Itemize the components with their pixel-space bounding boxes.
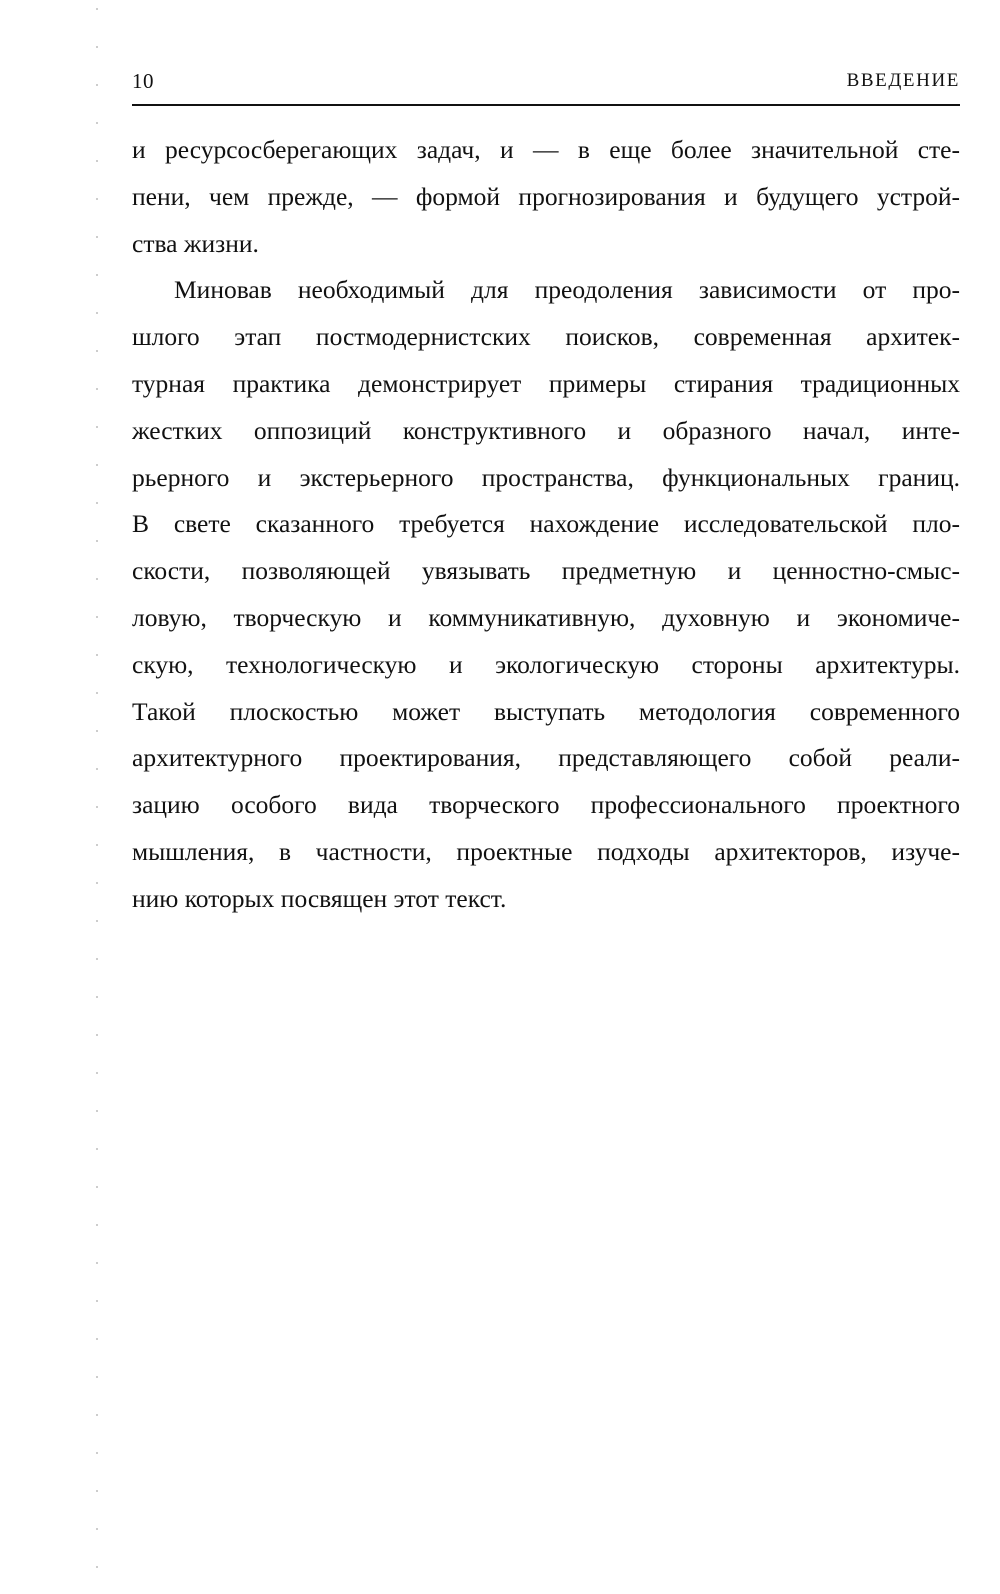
gutter-dot xyxy=(96,1338,98,1340)
header-rule xyxy=(132,104,960,106)
gutter-dot xyxy=(96,312,98,314)
gutter-dot xyxy=(96,350,98,352)
gutter-dot xyxy=(96,996,98,998)
gutter-dot xyxy=(96,1186,98,1188)
gutter-dot xyxy=(96,1110,98,1112)
text-line: архитектурного проектирования, представляющего собой реали- xyxy=(132,743,960,773)
running-header xyxy=(132,66,960,96)
gutter-dot xyxy=(96,1528,98,1530)
gutter-dot xyxy=(96,198,98,200)
text-line: ловую, творческую и коммуникативную, духовную и экономиче- xyxy=(132,602,960,632)
gutter-dot xyxy=(96,654,98,656)
text-line: пени, чем прежде, — формой прогнозирования и будущего устрой- xyxy=(132,181,960,211)
gutter-dot xyxy=(96,692,98,694)
gutter-dot xyxy=(96,1300,98,1302)
gutter-dot xyxy=(96,578,98,580)
text-line: ства жизни. xyxy=(132,228,259,258)
gutter-dot xyxy=(96,464,98,466)
gutter-dot xyxy=(96,274,98,276)
gutter-dot xyxy=(96,844,98,846)
gutter-dot xyxy=(96,160,98,162)
gutter-dot xyxy=(96,1452,98,1454)
gutter-dot xyxy=(96,1262,98,1264)
gutter-dot xyxy=(96,1224,98,1226)
text-line: скую, технологическую и экологическую стороны архитектуры. xyxy=(132,649,960,679)
gutter-dot xyxy=(96,540,98,542)
gutter-dot xyxy=(96,1034,98,1036)
gutter-dot xyxy=(96,46,98,48)
body-text xyxy=(132,127,960,923)
gutter-dot xyxy=(96,768,98,770)
text-line: мышления, в частности, проектные подходы архитекторов, изуче- xyxy=(132,836,960,866)
text-line: жестких оппозиций конструктивного и образного начал, инте- xyxy=(132,415,960,445)
gutter-dot xyxy=(96,1414,98,1416)
text-line: и ресурсосберегающих задач, и — в еще более значительной сте- xyxy=(132,135,960,164)
gutter-dot xyxy=(96,1376,98,1378)
text-line: В свете сказанного требуется нахождение исследовательской пло- xyxy=(132,509,960,539)
gutter-dot xyxy=(96,502,98,504)
text-line: Такой плоскостью может выступать методология современного xyxy=(132,696,960,726)
gutter-dot xyxy=(96,1072,98,1074)
text-line: нию которых посвящен этот текст. xyxy=(132,883,507,913)
gutter-dot xyxy=(96,84,98,86)
text-line: турная практика демонстрирует примеры стирания традиционных xyxy=(132,368,960,398)
gutter-dot xyxy=(96,1490,98,1492)
text-line: скости, позволяющей увязывать предметную и ценностно-смыс- xyxy=(132,556,960,586)
gutter-dot xyxy=(96,730,98,732)
page-number: 10 xyxy=(132,69,154,93)
scan-gutter-marks xyxy=(96,0,102,1594)
gutter-dot xyxy=(96,806,98,808)
text-line: зацию особого вида творческого профессионального проектного xyxy=(132,790,960,820)
gutter-dot xyxy=(96,8,98,10)
gutter-dot xyxy=(96,920,98,922)
gutter-dot xyxy=(96,236,98,238)
gutter-dot xyxy=(96,882,98,884)
text-line: рьерного и экстерьерного пространства, функциональных границ. xyxy=(132,462,960,492)
gutter-dot xyxy=(96,958,98,960)
gutter-dot xyxy=(96,1566,98,1568)
text-line: шлого этап постмодернистских поисков, современная архитек- xyxy=(132,322,960,352)
gutter-dot xyxy=(96,388,98,390)
gutter-dot xyxy=(96,426,98,428)
gutter-dot xyxy=(96,122,98,124)
text-line: Миновав необходимый для преодоления зависимости от про- xyxy=(174,275,960,305)
gutter-dot xyxy=(96,616,98,618)
section-title: ВВЕДЕНИЕ xyxy=(846,70,960,91)
gutter-dot xyxy=(96,1148,98,1150)
